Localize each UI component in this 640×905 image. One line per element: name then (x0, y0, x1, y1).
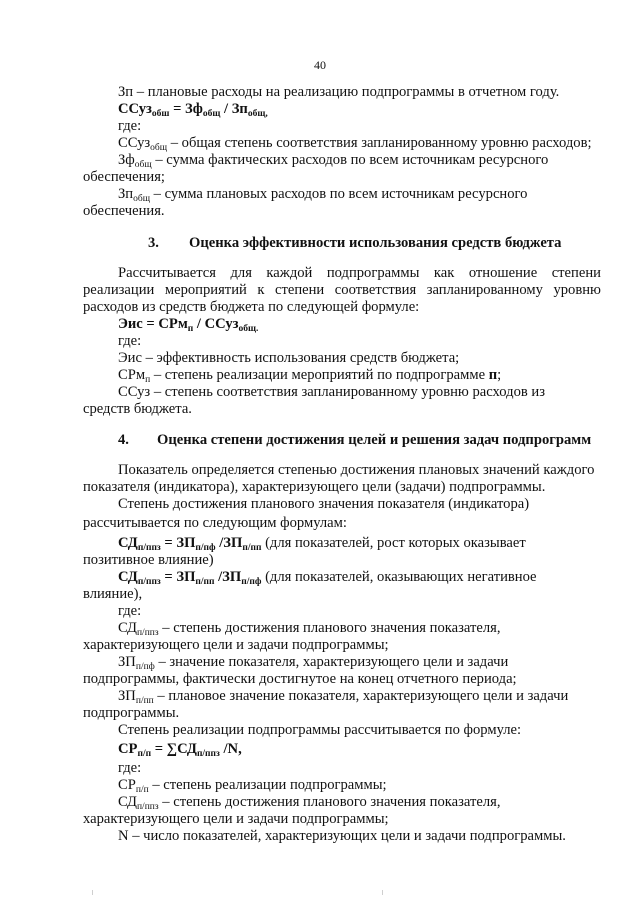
section-4-title: Оценка степени достижения целей и решения задач подпрограмм (157, 432, 592, 448)
scan-mark (382, 890, 383, 895)
def-zf: $Зф_{общ}$ – сумма фактических расходов по всем источникам ресурсного (118, 152, 549, 170)
def-zp-f: $ЗП_{п/пф}$ – значение показателя, характеризующего цели и задачи (118, 654, 509, 672)
section-3-number: 3. (148, 235, 159, 251)
formula-sr: $СР_{п/п} = \sum СД_{п/ппз}$ /N, (118, 741, 242, 759)
where-label: где: (118, 760, 142, 776)
section-3-para-line2: реализации мероприятий к степени соответствия запланированному уровню (83, 282, 601, 298)
def-sssuz: ССуз$_{общ}$ – общая степень соответствия запланированному уровню расходов; (118, 135, 592, 153)
def-sd-2: $СД_{п/ппз}$ – степень достижения планового значения показателя, (118, 794, 501, 812)
section-4-number: 4. (118, 432, 129, 448)
formula-sd-negative-cont: влияние), (83, 586, 143, 602)
def-srm: СРм$_п$ – степень реализации мероприятий по подпрограмме п; (118, 367, 502, 385)
where-label: где: (118, 118, 142, 134)
section-4-para3: Степень реализации подпрограммы рассчитывается по формуле: (118, 722, 522, 738)
where-label: где: (118, 333, 142, 349)
section-3-title: Оценка эффективности использования средств бюджета (189, 235, 562, 251)
section-3-para-line3: расходов из средств бюджета по следующей формуле: (83, 299, 420, 315)
formula-sd-positive-cont: позитивное влияние) (83, 552, 214, 568)
formula-sd-negative: $СД_{п/ппз} = ЗП_{п/пп}$ $/ЗП_{п/пф}$ (для показателей, оказывающих негативное (118, 569, 537, 587)
section-3-para-line1: Рассчитывается для каждой подпрограммы как отношение степени (118, 265, 601, 281)
def-sd: $СД_{п/ппз}$ – степень достижения планового значения показателя, (118, 620, 501, 638)
def-zp: $Зп_{общ}$ – сумма плановых расходов по всем источникам ресурсного (118, 186, 528, 204)
planned-expenses-definition: Зп – плановые расходы на реализацию подпрограммы в отчетном году. (118, 84, 560, 100)
def-zp-p: $ЗП_{п/пп}$ – плановое значение показателя, характеризующего цели и задачи (118, 688, 569, 706)
def-sd-2-cont: характеризующего цели и задачи подпрограммы; (83, 811, 389, 827)
where-label: где: (118, 603, 142, 619)
def-ssuz: ССуз – степень соответствия запланированному уровню расходов из (118, 384, 545, 400)
formula-eis: Эис = СРм$_п$ / ССуз$_{общ.}$ (118, 316, 259, 334)
def-eis: Эис – эффективность использования средств бюджета; (118, 350, 460, 366)
section-4-para2-cont: рассчитывается по следующим формулам: (83, 515, 347, 531)
def-n: N – число показателей, характеризующих цели и задачи подпрограммы. (118, 828, 566, 844)
section-4-para1-cont: показателя (индикатора), характеризующего цели (задачи) подпрограммы. (83, 479, 546, 495)
formula-sd-positive: $СД_{п/ппз} = ЗП_{п/пф}$ $/ЗП_{п/пп}$ (для показателей, рост которых оказывает (118, 535, 526, 553)
def-zp-f-cont: подпрограммы, фактически достигнутое на конец отчетного периода; (83, 671, 517, 687)
def-zp-p-cont: подпрограммы. (83, 705, 180, 721)
def-zp-cont: обеспечения. (83, 203, 165, 219)
scan-mark (92, 890, 93, 895)
def-ssuz-cont: средств бюджета. (83, 401, 192, 417)
page-number: 40 (314, 58, 326, 72)
section-4-para2: Степень достижения планового значения показателя (индикатора) (118, 496, 530, 512)
def-sr: $СР_{п/п}$ – степень реализации подпрограммы; (118, 777, 387, 795)
section-4-para1: Показатель определяется степенью достижения плановых значений каждого (118, 462, 595, 478)
def-sd-cont: характеризующего цели и задачи подпрограммы; (83, 637, 389, 653)
def-zf-cont: обеспечения; (83, 169, 165, 185)
formula-sssuz: ССуз$_{обш}$ = $Зф_{общ} / Зп_{общ,}$ (118, 101, 268, 119)
